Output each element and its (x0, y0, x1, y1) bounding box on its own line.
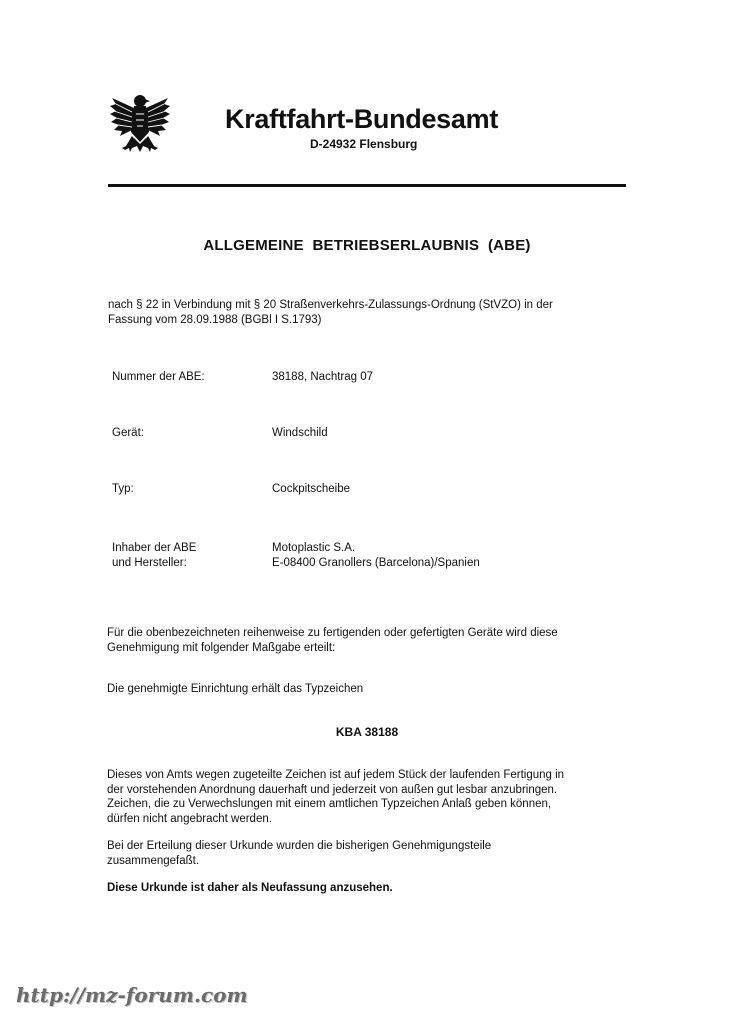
approval-paragraph (107, 626, 627, 655)
mark-rule-line: Dieses von Amts wegen zugeteilte Zeichen ist auf jedem Stück der laufenden Fertigung in (107, 769, 565, 781)
type-mark-intro: Die genehmigte Einrichtung erhält das Typzeichen (107, 683, 364, 695)
forum-watermark: http://mz-forum.com (16, 983, 248, 1007)
document-title-text: ALLGEMEINE BETRIEBSERLAUBNIS (ABE) (203, 237, 531, 254)
type-value: Cockpitscheibe (272, 483, 350, 495)
holder-value (272, 541, 480, 571)
holder-label-line: Inhaber der ABE (112, 542, 197, 554)
legal-basis-line: Fassung vom 28.09.1988 (BGBl I S.1793) (108, 314, 322, 326)
mark-rule-line: der vorstehenden Anordnung dauerhaft und jederzeit von außen gut lesbar anzubringen. (107, 783, 558, 796)
legal-basis-line: nach § 22 in Verbindung mit § 20 Straßenverkehrs-Zulassungs-Ordnung (StVZO) in der (108, 299, 553, 311)
summary-paragraph (107, 839, 627, 868)
device-value: Windschild (272, 427, 328, 439)
agency-address: D-24932 Flensburg (310, 137, 418, 151)
federal-eagle-icon (108, 92, 172, 160)
legal-basis (108, 298, 608, 328)
abe-number-label: Nummer der ABE: (112, 371, 205, 383)
holder-name: Motoplastic S.A. (272, 542, 356, 554)
type-label: Typ: (112, 483, 134, 495)
approval-line: Genehmigung mit folgender Maßgabe erteilt: (107, 641, 336, 654)
summary-line: zusammengefaßt. (107, 854, 200, 867)
holder-address: E-08400 Granollers (Barcelona)/Spanien (272, 557, 480, 569)
agency-name: Kraftfahrt-Bundesamt (225, 104, 499, 134)
mark-rule-paragraph (107, 768, 627, 826)
mark-rule-line: Zeichen, die zu Verwechslungen mit einem amtlichen Typzeichen Anlaß geben können, (107, 798, 552, 810)
abe-number-value: 38188, Nachtrag 07 (272, 371, 374, 383)
header-divider (108, 184, 626, 187)
summary-line: Bei der Erteilung dieser Urkunde wurden die bisherigen Genehmigungsteile (107, 840, 492, 852)
document-title (0, 237, 734, 254)
approval-line: Für die obenbezeichneten reihenweise zu fertigenden oder gefertigten Geräte wird diese (107, 627, 558, 639)
closing-statement: Diese Urkunde ist daher als Neufassung anzusehen. (107, 882, 393, 894)
holder-label (112, 541, 196, 571)
holder-label-line: und Hersteller: (112, 557, 187, 569)
device-label: Gerät: (112, 427, 144, 439)
mark-rule-line: dürfen nicht angebracht werden. (107, 812, 272, 825)
type-mark: KBA 38188 (335, 725, 399, 739)
